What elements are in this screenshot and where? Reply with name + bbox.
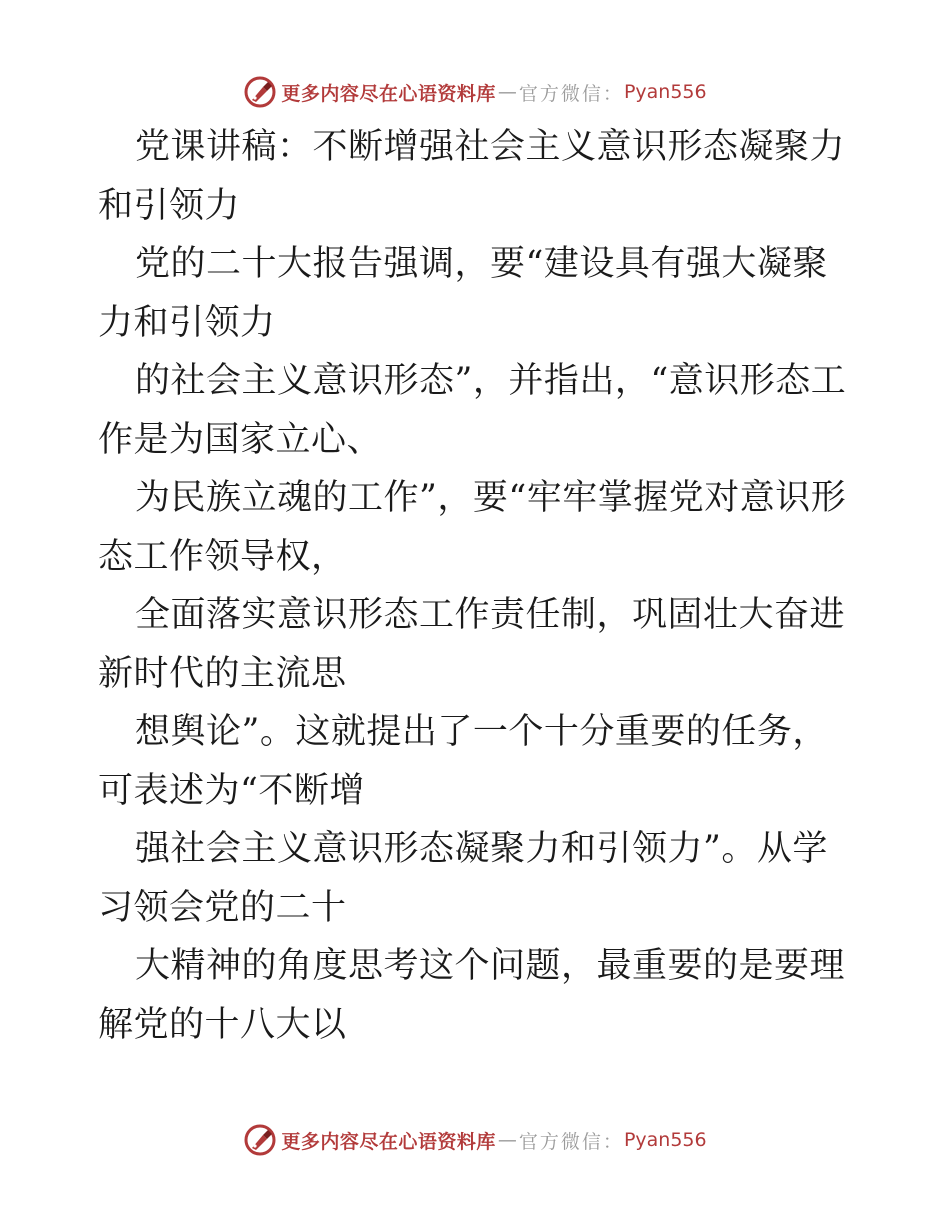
paragraph-line: 想舆论”。这就提出了一个十分重要的任务，可表述为“不断增 [98,712,828,811]
paragraph-line: 的社会主义意识形态”，并指出，“意识形态工作是为国家立心、 [98,361,847,460]
paragraph-line: 强社会主义意识形态凝聚力和引领力”。从学习领会党的二十 [98,829,828,928]
document-body [98,118,858,1054]
paragraph-line: 为民族立魂的工作”，要“牢牢掌握党对意识形态工作领导权， [98,478,847,577]
paragraph-line: 大精神的角度思考这个问题，最重要的是要理解党的十八大以 [98,946,846,1045]
footer-banner [0,1120,950,1160]
footer-wechat-id: Pyan556 [623,1129,707,1151]
header-slogan: 更多内容尽在心语资料库 [281,82,496,105]
pen-logo-icon [243,1123,277,1157]
pen-logo-icon [243,75,277,109]
paragraph-line: 党的二十大报告强调，要“建设具有强大凝聚力和引领力 [98,244,828,343]
header-banner [0,72,950,112]
header-wechat-id: Pyan556 [623,81,707,103]
footer-dash: — [497,1129,517,1151]
paragraph-line: 全面落实意识形态工作责任制，巩固壮大奋进新时代的主流思 [98,595,846,694]
header-wechat-label: 官方微信： [518,82,624,105]
header-dash: — [497,81,517,103]
document-title: 党课讲稿：不断增强社会主义意识形态凝聚力和引领力 [98,127,846,226]
footer-slogan: 更多内容尽在心语资料库 [281,1130,496,1153]
footer-wechat-label: 官方微信： [518,1130,624,1153]
